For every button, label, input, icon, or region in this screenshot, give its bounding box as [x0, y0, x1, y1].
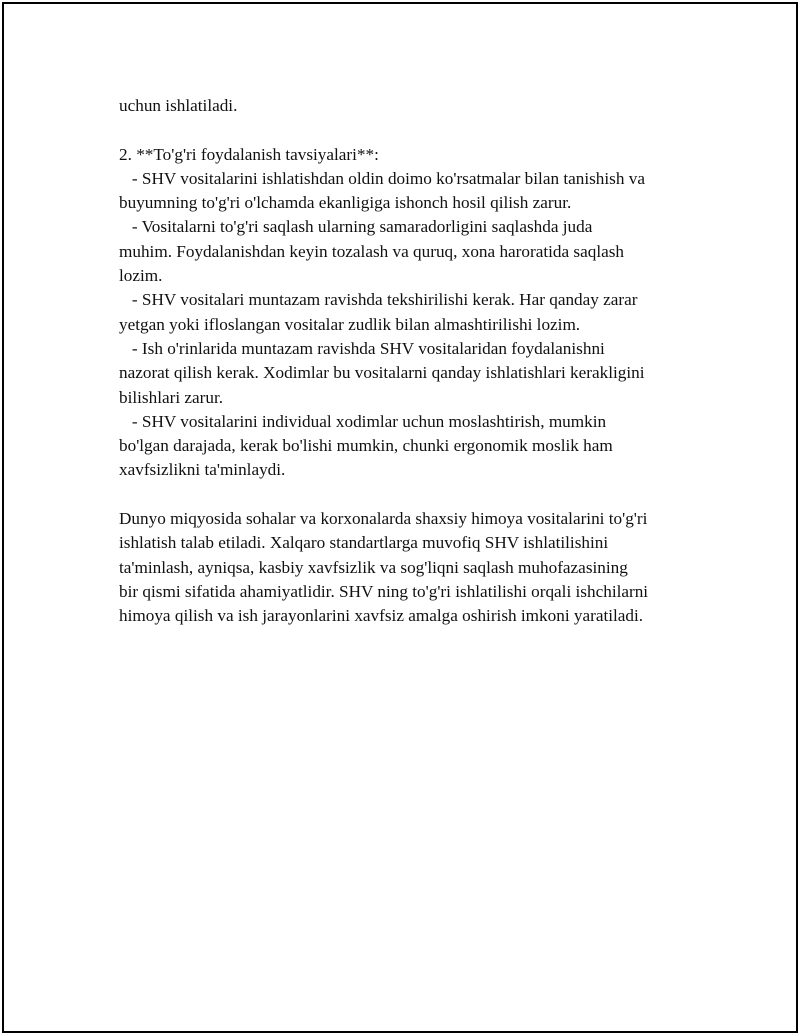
text-line: nazorat qilish kerak. Xodimlar bu vositalarni qanday ishlatishlari kerakligini: [119, 363, 645, 383]
list-item: [119, 288, 704, 337]
text-line: yetgan yoki ifloslangan vositalar zudlik bilan almashtirilishi lozim.: [119, 314, 581, 334]
text-line: muhim. Foydalanishdan keyin tozalash va quruq, xona haroratida saqlash: [119, 241, 625, 261]
text-line: - SHV vositalarini ishlatishdan oldin doimo ko'rsatmalar bilan tanishish va: [119, 168, 645, 188]
text-line: bo'lgan darajada, kerak bo'lishi mumkin, chunki ergonomik moslik ham: [119, 436, 613, 456]
text-line: lozim.: [119, 266, 163, 286]
text-line: - Vositalarni to'g'ri saqlash ularning samaradorligini saqlashda juda: [119, 217, 593, 237]
page-content: [119, 94, 704, 629]
list-item: [119, 167, 704, 216]
text-line: buyumning to'g'ri o'lchamda ekanligiga ishonch hosil qilish zarur.: [119, 193, 572, 213]
text-line: - Ish o'rinlarida muntazam ravishda SHV vositalaridan foydalanishni: [119, 338, 605, 358]
document-page: [2, 2, 798, 1033]
text-line: Dunyo miqyosida sohalar va korxonalarda shaxsiy himoya vositalarini to'g'ri: [119, 509, 648, 529]
conclusion-paragraph: [119, 507, 704, 628]
paragraph-spacer: [119, 483, 704, 507]
text-line: - SHV vositalari muntazam ravishda tekshirilishi kerak. Har qanday zarar: [119, 290, 638, 310]
list-item: [119, 215, 704, 288]
text-line: bir qismi sifatida ahamiyatlidir. SHV ning to'g'ri ishlatilishi orqali ishchilarni: [119, 581, 649, 601]
section-heading: 2. **To'g'ri foydalanish tavsiyalari**:: [119, 144, 379, 164]
intro-paragraph: [119, 94, 704, 118]
text-line: ishlatish talab etiladi. Xalqaro standartlarga muvofiq SHV ishlatilishini: [119, 533, 609, 553]
text-line: bilishlari zarur.: [119, 387, 224, 407]
text-line: - SHV vositalarini individual xodimlar uchun moslashtirish, mumkin: [119, 411, 607, 431]
list-item: [119, 337, 704, 410]
text-line: himoya qilish va ish jarayonlarini xavfsiz amalga oshirish imkoni yaratiladi.: [119, 606, 644, 626]
paragraph-spacer: [119, 118, 704, 142]
list-item: [119, 410, 704, 483]
text-line: ta'minlash, ayniqsa, kasbiy xavfsizlik va sog'liqni saqlash muhofazasining: [119, 557, 628, 577]
section-2: [119, 143, 704, 483]
text-line: xavfsizlikni ta'minlaydi.: [119, 460, 286, 480]
text-line: uchun ishlatiladi.: [119, 96, 238, 115]
